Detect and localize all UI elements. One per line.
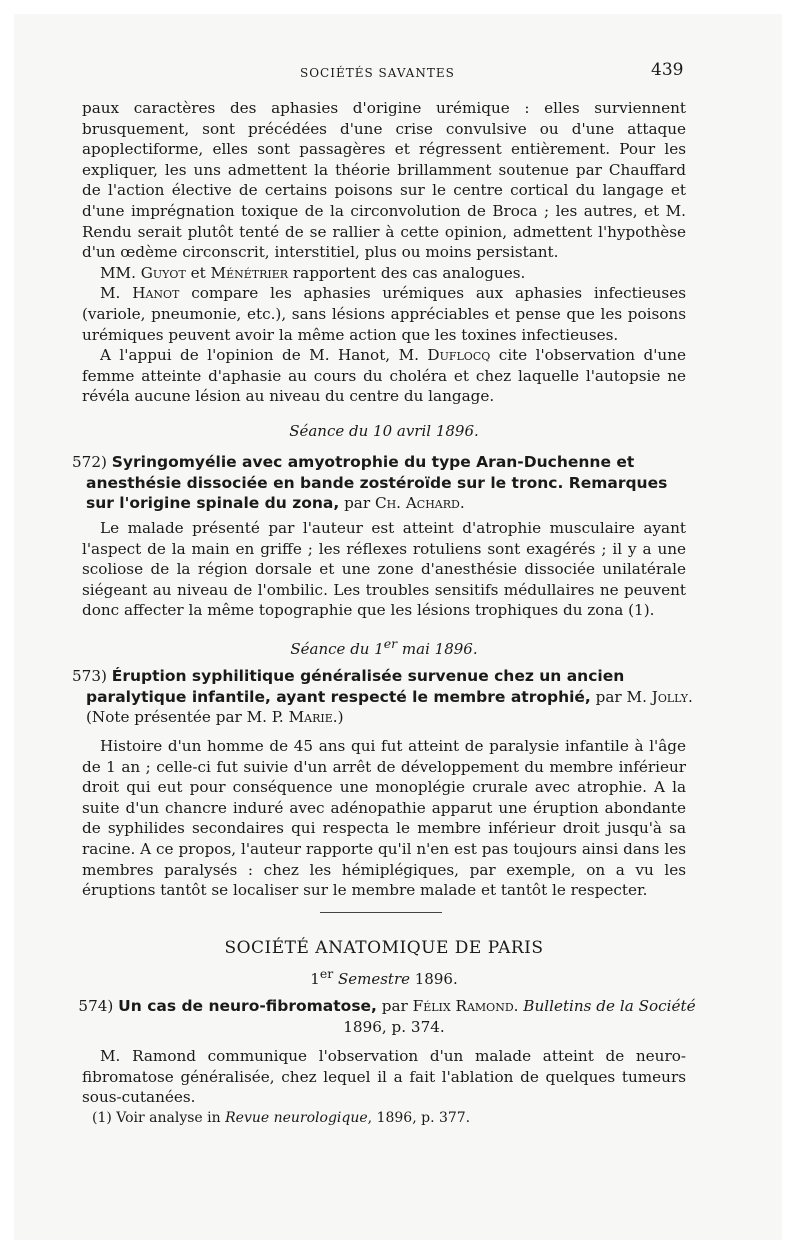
- text-span: par: [339, 494, 375, 513]
- text-span: par M.: [590, 687, 652, 706]
- entry-title: Éruption syphilitique généralisée survenue chez un ancien paralytique infantile, ayant respecté le membre atrophié,: [86, 667, 625, 706]
- author-name: Guyot: [140, 263, 186, 282]
- text-span: 1: [310, 970, 320, 988]
- journal-title: Bulletins de la Société: [523, 997, 696, 1015]
- entry-number: 574): [78, 997, 114, 1015]
- seance-heading-1: Séance du 10 avril 1896.: [289, 422, 479, 440]
- entry-573-body: Histoire d'un homme de 45 ans qui fut atteint de paralysie infantile à l'âge de 1 an ; celle-ci fut suivie d'un arrêt de développement du membre inférieur droit qui eut pour conséquence une monoplégie crurale avec atrophie. A la suite d'un chancre induré avec adénopathie apparut une éruption abondante de syphilides secondaires qui respecta le membre inférieur droit jusqu'à sa racine. A ce propos, l'auteur rapporte qu'il n'en est pas toujours ainsi dans les membres paralysés : chez les hémiplégiques, par exemple, on a vu les éruptions tantôt se localiser sur le membre malade et tantôt le respecter.: [82, 737, 686, 900]
- entry-574-body: M. Ramond communique l'observation d'un malade atteint de neuro-fibromatose généralisée, chez lequel il a fait l'ablation de quelques tumeurs sous-cutanées.: [82, 1047, 686, 1107]
- text-span: compare les aphasies urémiques aux aphasies infectieuses (variole, pneumonie, etc.), sans lésions appréciables et pense que les poisons urémiques peuvent avoir la même action que les toxines infectieuses.: [82, 284, 686, 344]
- text-span: 1896, p. 374.: [343, 1017, 445, 1036]
- seance-heading-2: [82, 636, 686, 658]
- author-name: Duflocq: [427, 346, 491, 365]
- text-span: MM.: [100, 263, 141, 282]
- text-span: .: [513, 997, 524, 1015]
- entry-number: 573): [72, 667, 107, 685]
- paragraph-2: [82, 263, 686, 284]
- page-number: 439: [651, 60, 684, 80]
- text-span: et: [185, 263, 211, 282]
- entry-title: Syringomyélie avec amyotrophie du type Aran-Duchenne et anesthésie dissociée en bande zostéroïde sur le tronc. Remarques sur l'origine spinale du zona,: [86, 453, 668, 513]
- entry-572-body: Le malade présenté par l'auteur est atteint d'atrophie musculaire ayant l'aspect de la main en griffe ; les réflexes rotuliens sont exagérés ; il y a une scoliose de la région dorsale et une zone d'anesthésie dissociée unilatérale siégeant au niveau de l'ombilic. Les troubles sensitifs médullaires ne peuvent donc affecter la même topographie que les lésions trophiques du zona (1).: [82, 519, 686, 620]
- text-span: Séance du 1: [290, 640, 384, 658]
- entry-number: 572): [72, 453, 107, 471]
- text-span: cite l'observation d'une femme atteinte d'aphasie au cours du choléra et chez laquelle l'autopsie ne révéla aucune lésion au niveau du centre du langage.: [82, 346, 686, 406]
- entry-572-heading: [72, 452, 700, 514]
- body-top: [82, 98, 686, 407]
- entry-title: Un cas de neuro-fibromatose,: [118, 997, 377, 1015]
- running-title: SOCIÉTÉS SAVANTES: [300, 66, 455, 80]
- paragraph-4: [82, 345, 686, 407]
- entry-author: Félix Ramond: [412, 997, 514, 1015]
- text-span: par: [376, 997, 413, 1015]
- note-author: Marie: [288, 708, 333, 727]
- footnote-journal: Revue neurologique: [225, 1110, 368, 1126]
- author-name: Ménétrier: [210, 263, 289, 282]
- text-span: A l'appui de l'opinion de M. Hanot, M.: [100, 346, 428, 365]
- section-divider: [320, 912, 442, 913]
- semester-word: Semestre: [337, 970, 410, 988]
- text-span: M.: [100, 284, 133, 303]
- text-span: 1896.: [410, 970, 458, 988]
- paragraph-3: [82, 283, 686, 345]
- text-span: mai 1896.: [397, 640, 478, 658]
- society-title: SOCIÉTÉ ANATOMIQUE DE PARIS: [224, 938, 544, 958]
- text-span: .): [332, 708, 344, 727]
- semester-line: [82, 966, 686, 988]
- entry-author: Jolly: [651, 687, 689, 706]
- entry-574-heading: [60, 996, 714, 1037]
- text-span: (1) Voir analyse in: [92, 1110, 226, 1126]
- text-span: rapportent des cas analogues.: [288, 263, 526, 282]
- footnote: [92, 1110, 470, 1126]
- text-span: .: [459, 494, 465, 513]
- text-span: , 1896, p. 377.: [367, 1110, 471, 1126]
- superscript: er: [383, 636, 398, 651]
- paragraph-1: paux caractères des aphasies d'origine urémique : elles surviennent brusquement, sont précédées d'une crise convulsive ou d'une attaque apoplectiforme, elles sont passagères et régressent entièrement. Pour les expliquer, les uns admettent la théorie brillamment soutenue par Chauffard de l'action élective de certains poisons sur le centre cortical du langage et d'une imprégnation toxique de la circonvolution de Broca ; les autres, et M. Rendu serait plutôt tenté de se rallier à cette opinion, admettent l'hypothèse d'un œdème circonscrit, interstitiel, plus ou moins persistant.: [82, 99, 686, 262]
- entry-573-heading: [72, 666, 700, 728]
- entry-author: Ch. Achard: [374, 494, 460, 513]
- text-span: . (Note présentée par M. P.: [86, 687, 693, 727]
- author-name: Hanot: [132, 284, 180, 303]
- superscript: er: [319, 966, 334, 981]
